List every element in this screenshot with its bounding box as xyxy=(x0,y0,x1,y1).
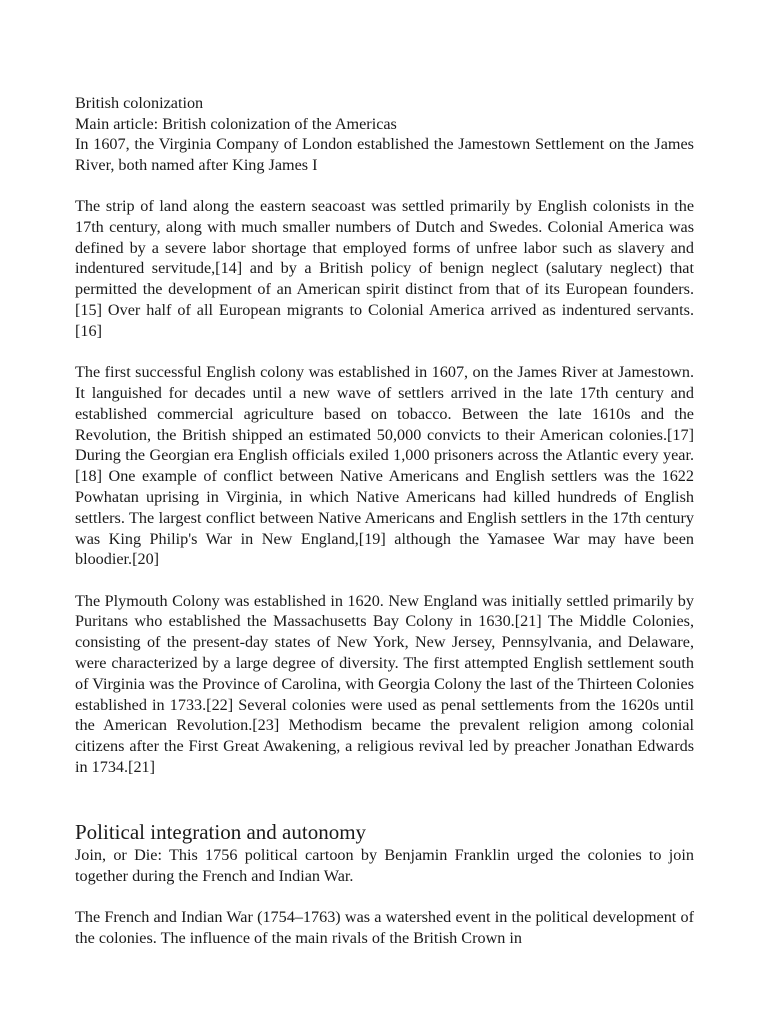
spacer xyxy=(75,886,694,907)
document-page xyxy=(75,93,694,949)
spacer xyxy=(75,342,694,363)
main-article-note: Main article: British colonization of the Americas xyxy=(75,114,397,133)
paragraph: The first successful English colony was established in 1607, on the James River at Jamestown. It languished for decades until a new wave of settlers arrived in the late 17th century and established commercial agriculture based on tobacco. Between the late 1610s and the Revolution, the British shipped an estimated 50,000 convicts to their American colonies.[17] During the Georgian era English officials exiled 1,000 prisoners across the Atlantic every year.[18] One example of conflict between Native Americans and English settlers was the 1622 Powhatan uprising in Virginia, in which Native Americans had killed hundreds of English settlers. The largest conflict between Native Americans and English settlers in the 17th century was King Philip's War in New England,[19] although the Yamasee War may have been bloodier.[20] xyxy=(75,363,694,569)
spacer xyxy=(75,570,694,591)
spacer xyxy=(75,176,694,197)
section-title: British colonization xyxy=(75,94,204,112)
spacer xyxy=(75,778,694,819)
intro-paragraph: In 1607, the Virginia Company of London established the Jamestown Settlement on the James River, both named after King James I xyxy=(75,135,694,174)
paragraph: The French and Indian War (1754–1763) was a watershed event in the political development of the colonies. The influence of the main rivals of the British Crown in xyxy=(75,907,694,947)
section-heading: Political integration and autonomy xyxy=(75,819,367,844)
paragraph: The Plymouth Colony was established in 1620. New England was initially settled primarily by Puritans who established the Massachusetts Bay Colony in 1630.[21] The Middle Colonies, consisting of the present-day states of New York, New Jersey, Pennsylvania, and Delaware, were characterized by a large degree of diversity. The first attempted English settlement south of Virginia was the Province of Carolina, with Georgia Colony the last of the Thirteen Colonies established in 1733.[22] Several colonies were used as penal settlements from the 1620s until the American Revolution.[23] Methodism became the prevalent religion among colonial citizens after the First Great Awakening, a religious revival led by preacher Jonathan Edwards in 1734.[21] xyxy=(75,591,694,777)
image-caption: Join, or Die: This 1756 political cartoon by Benjamin Franklin urged the colonies to join together during the French and Indian War. xyxy=(75,845,694,885)
paragraph: The strip of land along the eastern seacoast was settled primarily by English colonists in the 17th century, along with much smaller numbers of Dutch and Swedes. Colonial America was defined by a severe labor shortage that employed forms of unfree labor such as slavery and indentured servitude,[14] and by a British policy of benign neglect (salutary neglect) that permitted the development of an American spirit distinct from that of its European founders.[15] Over half of all European migrants to Colonial America arrived as indentured servants.[16] xyxy=(75,197,694,340)
